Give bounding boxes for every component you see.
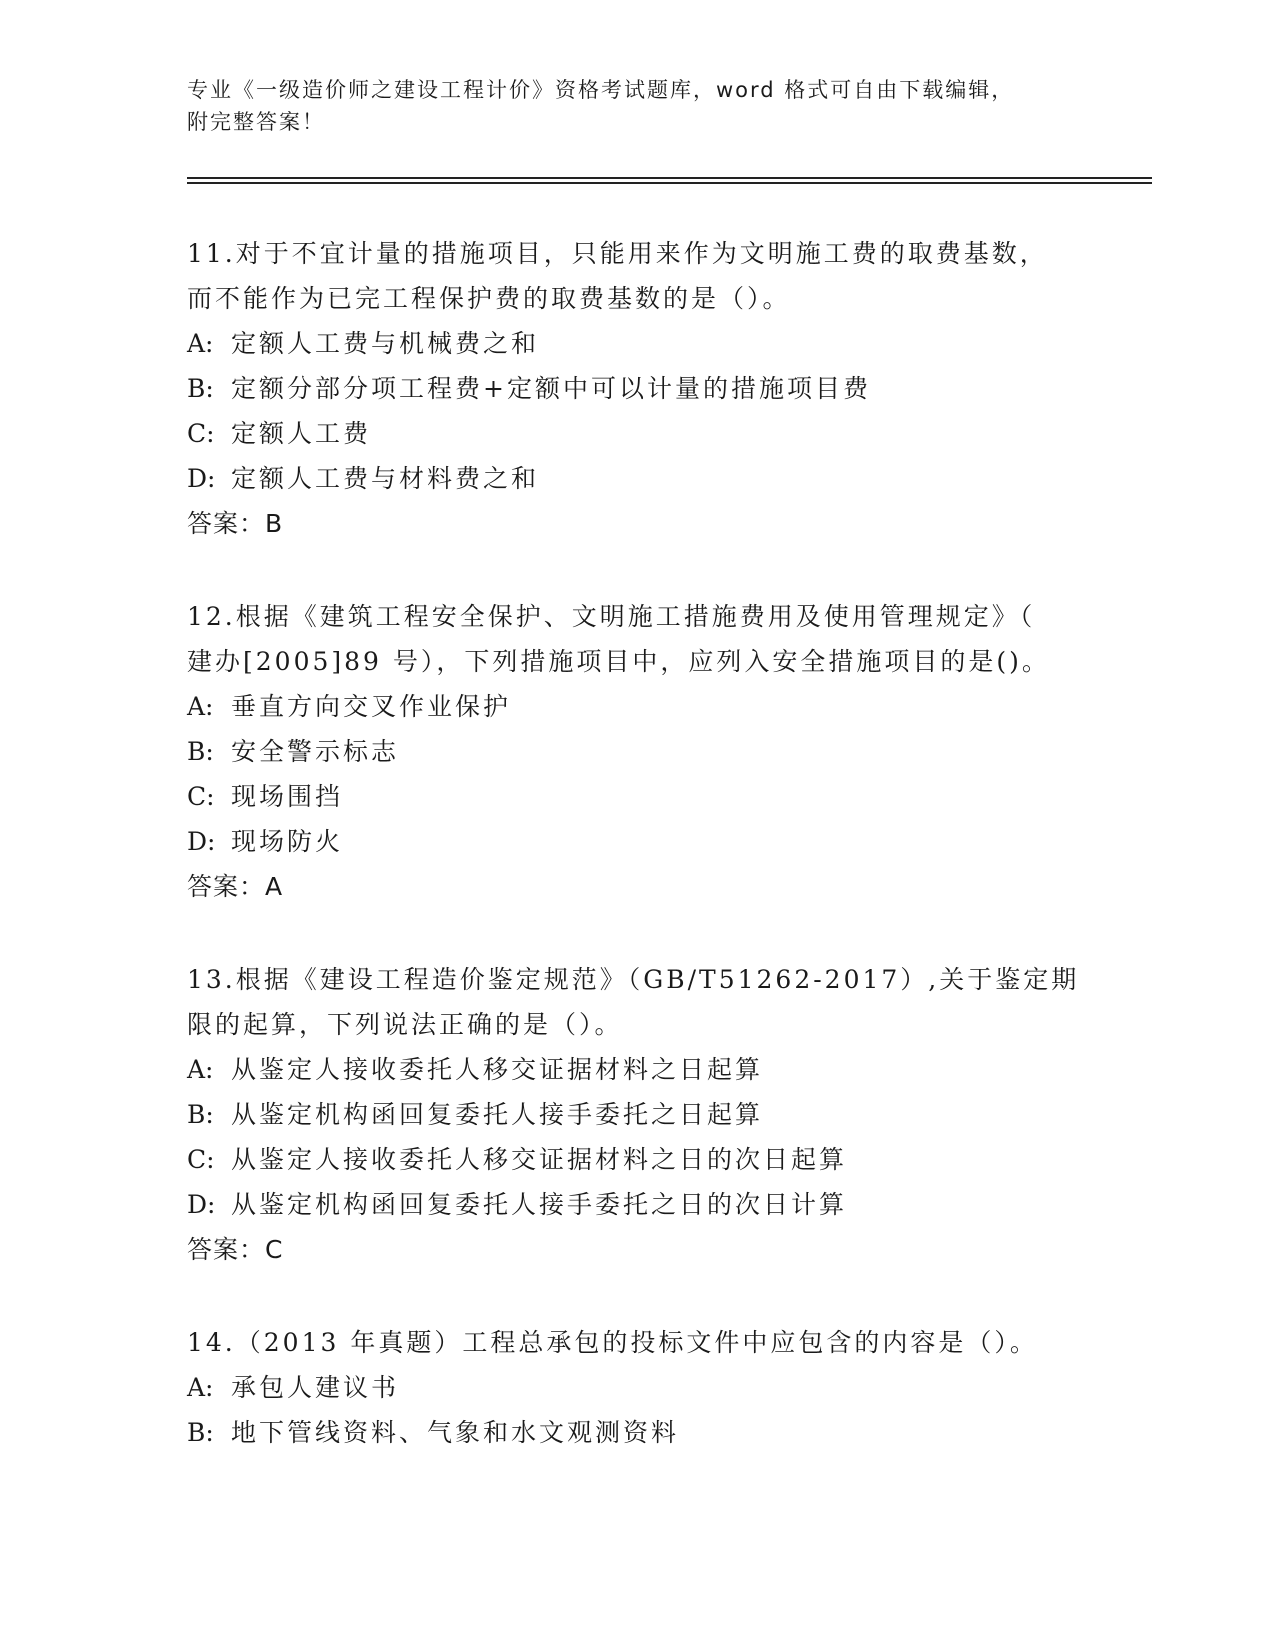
header-divider-bottom bbox=[187, 182, 1152, 184]
header-line-1: 专业《一级造价师之建设工程计价》资格考试题库，word 格式可自由下载编辑， bbox=[187, 78, 1015, 102]
question-12 bbox=[187, 594, 1087, 910]
option-text: 承包人建议书 bbox=[231, 1373, 400, 1402]
option-c bbox=[187, 1137, 1087, 1182]
option-text: 定额人工费与材料费之和 bbox=[231, 464, 540, 493]
question-14 bbox=[187, 1320, 1087, 1455]
document-header bbox=[187, 74, 1087, 138]
question-stem-line: 12.根据《建筑工程安全保护、文明施工措施费用及使用管理规定》（ bbox=[187, 602, 1036, 631]
option-a bbox=[187, 1365, 1087, 1410]
option-text: 现场围挡 bbox=[231, 782, 344, 811]
option-text: 从鉴定机构函回复委托人接手委托之日起算 bbox=[231, 1100, 764, 1129]
option-b bbox=[187, 1410, 1087, 1455]
question-13 bbox=[187, 957, 1087, 1273]
question-stem-line: 限的起算，下列说法正确的是（）。 bbox=[187, 1010, 623, 1039]
option-letter: A: bbox=[187, 1055, 214, 1084]
option-letter: B: bbox=[187, 1418, 214, 1447]
option-letter: D: bbox=[187, 464, 216, 493]
option-b bbox=[187, 1092, 1087, 1137]
option-d bbox=[187, 456, 1087, 501]
option-letter: C: bbox=[187, 1145, 215, 1174]
question-stem-line: 11.对于不宜计量的措施项目，只能用来作为文明施工费的取费基数， bbox=[187, 239, 1048, 268]
option-a bbox=[187, 321, 1087, 366]
answer-label: 答案：B bbox=[187, 509, 284, 538]
option-letter: A: bbox=[187, 1373, 214, 1402]
option-b bbox=[187, 729, 1087, 774]
option-a bbox=[187, 1047, 1087, 1092]
option-letter: C: bbox=[187, 782, 215, 811]
answer-label: 答案：A bbox=[187, 872, 284, 901]
option-letter: D: bbox=[187, 1190, 216, 1219]
option-c bbox=[187, 774, 1087, 819]
option-text: 从鉴定人接收委托人移交证据材料之日的次日起算 bbox=[231, 1145, 848, 1174]
option-letter: D: bbox=[187, 827, 216, 856]
option-letter: A: bbox=[187, 692, 214, 721]
option-c bbox=[187, 411, 1087, 456]
option-text: 定额人工费 bbox=[231, 419, 372, 448]
question-stem-line: 14.（2013 年真题）工程总承包的投标文件中应包含的内容是（）。 bbox=[187, 1328, 1038, 1357]
question-11 bbox=[187, 231, 1087, 547]
option-text: 从鉴定人接收委托人移交证据材料之日起算 bbox=[231, 1055, 764, 1084]
option-text: 从鉴定机构函回复委托人接手委托之日的次日计算 bbox=[231, 1190, 848, 1219]
option-text: 地下管线资料、气象和水文观测资料 bbox=[231, 1418, 680, 1447]
option-d bbox=[187, 819, 1087, 864]
option-text: 垂直方向交叉作业保护 bbox=[231, 692, 512, 721]
header-line-2: 附完整答案！ bbox=[187, 110, 325, 134]
option-letter: A: bbox=[187, 329, 214, 358]
header-divider-top bbox=[187, 177, 1152, 179]
option-b bbox=[187, 366, 1087, 411]
question-stem-line: 13.根据《建设工程造价鉴定规范》（GB/T51262-2017）,关于鉴定期 bbox=[187, 965, 1080, 994]
option-text: 定额人工费与机械费之和 bbox=[231, 329, 540, 358]
option-d bbox=[187, 1182, 1087, 1227]
option-letter: B: bbox=[187, 737, 214, 766]
option-text: 安全警示标志 bbox=[231, 737, 400, 766]
option-letter: B: bbox=[187, 374, 214, 403]
question-stem-line: 建办[2005]89 号），下列措施项目中，应列入安全措施项目的是()。 bbox=[187, 647, 1050, 676]
option-letter: B: bbox=[187, 1100, 214, 1129]
question-stem-line: 而不能作为已完工程保护费的取费基数的是（）。 bbox=[187, 284, 791, 313]
answer-label: 答案：C bbox=[187, 1235, 284, 1264]
option-text: 定额分部分项工程费+定额中可以计量的措施项目费 bbox=[231, 374, 871, 403]
option-a bbox=[187, 684, 1087, 729]
option-letter: C: bbox=[187, 419, 215, 448]
option-text: 现场防火 bbox=[231, 827, 344, 856]
